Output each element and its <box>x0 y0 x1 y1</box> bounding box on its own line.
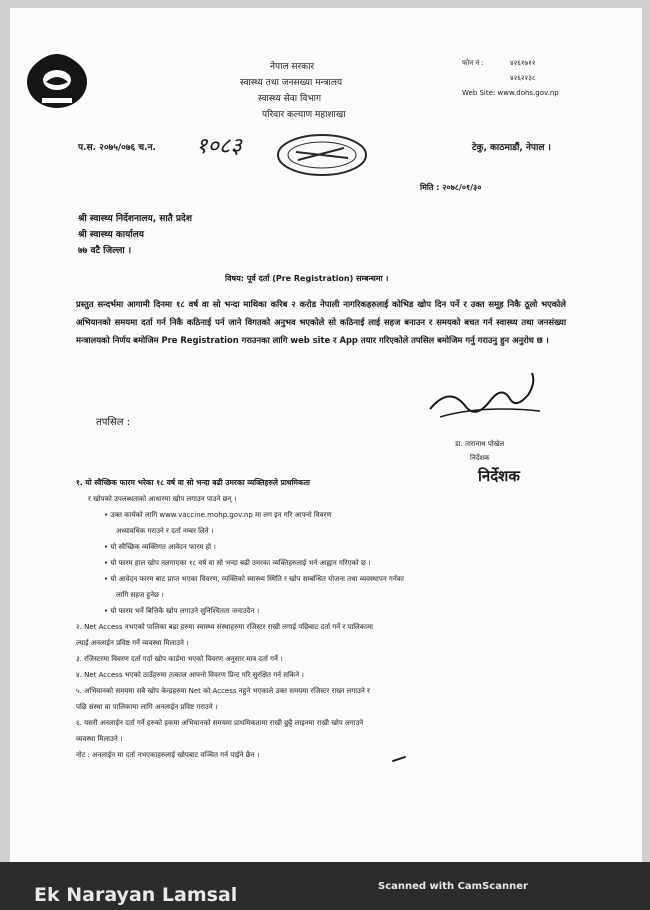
list-item: ५. अभियानको समयमा सबै खोप केन्द्रहरुमा Net को Access नहुने भएकाले उक्त समयमा रजिस्टर राख्न लगाउने र <box>76 687 370 695</box>
letter-body: प्रस्तुत सन्दर्भमा आगामी दिनमा १८ वर्ष वा सो भन्दा माथिका करिब २ करोड नेपाली नागरिकहरुलाई कोभिड खोप दिन पर्ने र उक्त समूह निकै ठूलो भएकोले अभियानको समयमा दर्ता गर्न निकै कठिनाई पर्न जाने विगतको अनुभव भएकोले सो कठिनाई लाई सहज बनाउन र समयको बचत गर्न स्वास्थ्य तथा जनसंख्या मन्त्रालयको निर्णय बमोजिम Pre Registration गराउनका लागि web site र App तयार गरिएकोले तपसिल बमोजिम गर्नु गराउनु हुन अनुरोध छ । <box>76 299 566 345</box>
letter-subject: विषय: पूर्व दर्ता (Pre Registration) सम्बन्धमा । <box>225 274 389 283</box>
list-item: पछि संस्था वा पालिकामा लागि अनलाईन प्रविष्ट गराउने । <box>76 703 218 711</box>
nepal-emblem-icon <box>22 48 92 110</box>
list-item: • उक्त कार्यको लागि www.vaccine.mohp.gov.np मा लग इन गरि आफ्नो विवरण <box>104 511 332 519</box>
uploader-name: Ek Narayan Lamsal <box>34 884 238 906</box>
list-item: • यो स्वैच्छिक व्यक्तिगत आवेदन फारम हो । <box>104 543 216 551</box>
list-item-note: नोट : अनलाईन मा दर्ता नभएकाहरुलाई खोपबाट वञ्चित गर्न पाईने छैन । <box>76 751 260 759</box>
phone-1: ४२६१७१२ <box>510 59 536 67</box>
tapsil-heading: तपसिल : <box>96 417 131 428</box>
recipient-2: श्री स्वास्थ्य कार्यालय <box>78 230 144 240</box>
header-line1: नेपाल सरकार <box>270 62 315 72</box>
recipient-3: ७७ वटै जिल्ला । <box>78 246 132 256</box>
signatory-title: निर्देशक <box>470 454 490 462</box>
office-stamp-icon <box>274 132 370 178</box>
website: Web Site: www.dohs.gov.np <box>462 89 559 97</box>
phone-2: ४२६२२३८ <box>510 74 536 82</box>
signatory-name: डा. तारानाथ पोखेल <box>455 440 505 448</box>
location: टेकु, काठमाडौं, नेपाल । <box>472 143 551 153</box>
list-item: अध्यावधिक गराउने र दर्ता नम्बर लिने । <box>116 527 214 535</box>
list-item: • यो फारम हाल खोप नलगाएका १८ वर्ष वा सो भन्दा बढी उमरका व्यक्तिहरुलाई भर्न आह्वान गरिएको छ । <box>104 559 371 567</box>
list-item: ४. Net Access भएको ठाउँहरुमा तत्काल आफ्नो विवरण प्रिन्ट गरि सुरक्षित गर्न सकिने । <box>76 671 304 679</box>
reference-number: प.स. २०७५/०७६ च.न. <box>78 143 156 153</box>
header-division: परिवार कल्याण महाशाखा <box>262 110 346 120</box>
phone-label: फोन नं : <box>462 59 484 67</box>
signature-icon <box>420 365 550 425</box>
list-item: र खोपको उपलब्धताको आधारमा खोप लगाउन पाउने छन् । <box>88 495 237 503</box>
scanner-watermark: Scanned with CamScanner <box>378 881 528 892</box>
list-item: • यो आवेदन फारम बाट प्राप्त भएका विवरण, व्यक्तिको स्वास्थ्य स्थिति र खोप सम्बन्धित योजना तथा व्यवस्थापन गर्नका <box>104 575 404 583</box>
list-item: ३. रजिस्टरमा विवरण दर्ता गर्दा खोप कार्डमा भएको विवरण अनुसार मात्र दर्ता गर्ने । <box>76 655 283 663</box>
list-item: १. यो स्वैच्छिक फारम भरेका १८ वर्ष वा सो भन्दा बढी उमरका व्यक्तिहरुले प्राथमिकता <box>76 478 310 487</box>
list-item: २. Net Access नभएको पालिका बढा हरुमा स्वास्थ्य संस्थाहरुमा रजिस्टर राखी लगाई पछिबाट दर्ता गर्ने र पालिकामा <box>76 623 373 631</box>
tapsil-list <box>76 475 576 763</box>
list-item: • यो फारम भर्ने बित्तिकै खोप लगाउने सुनिश्चितता जनाउदैन । <box>104 607 260 615</box>
list-item: ६. यसरी अनलाईन दर्ता गर्ने हरुको हकमा अभियानको समयमा प्राथमिकतामा राखी छुट्टै लाइनमा राखी खोप लगाउने <box>76 719 364 727</box>
designation-stamp: निर्देशक <box>478 467 520 485</box>
handwritten-number: १०८३ <box>196 134 242 159</box>
list-item: लागि सहज हुनेछ । <box>116 591 164 599</box>
list-item: व्यवस्था मिलाउने । <box>76 735 123 743</box>
list-item: ल्याई अनलाईन प्रविष्ट गर्ने व्यवस्था मिलाउने । <box>76 639 189 647</box>
recipient-1: श्री स्वास्थ्य निर्देशनालय, सातै प्रदेश <box>78 214 192 224</box>
header-ministry: स्वास्थ्य तथा जनसख्या मन्त्रालय <box>240 78 343 88</box>
letter-date: मिति : २०७८/०१/३० <box>420 183 482 192</box>
header-department: स्वास्थ्य सेवा विभाग <box>258 94 322 104</box>
